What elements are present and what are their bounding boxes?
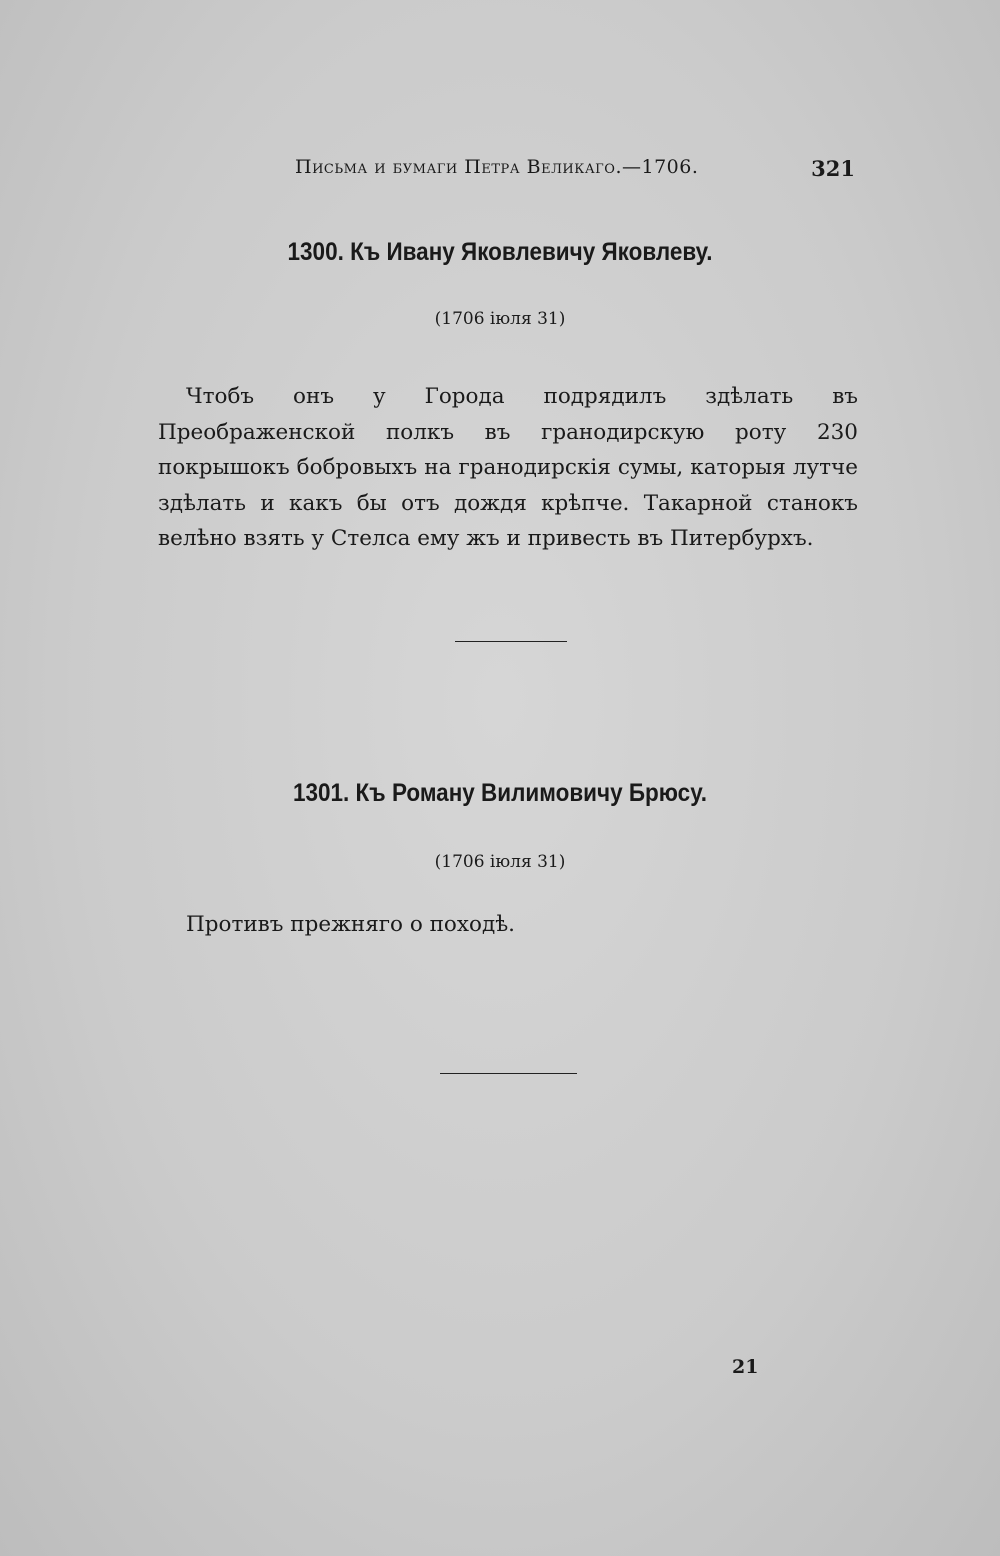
section-divider	[440, 1073, 577, 1074]
section-divider	[455, 641, 567, 642]
letter-date-1300: (1706 iюля 31)	[434, 309, 566, 329]
signature-mark: 21	[732, 1356, 759, 1378]
letter-date-1301: (1706 iюля 31)	[434, 852, 566, 872]
running-title: Письма и бумаги Петра Великаго.—1706.	[295, 156, 699, 178]
running-head	[295, 156, 855, 186]
letter-heading-1301: 1301. Къ Роману Вилимовичу Брюсу.	[293, 779, 707, 807]
page-number: 321	[811, 156, 855, 181]
letter-body-1301: Противъ прежняго о походѣ.	[186, 912, 515, 937]
letter-body-1300: Чтобъ онъ у Города подрядилъ здѣлать въ Преображенской полкъ въ гранодирскую роту 230 покрышокъ бобровыхъ на гранодирскія сумы, каторыя лутче здѣлать и какъ бы отъ дождя крѣпче. Такарной станокъ велѣно взять у Стелса ему жъ и привесть въ Питербурхъ.	[158, 384, 858, 551]
letter-heading-1300: 1300. Къ Ивану Яковлевичу Яковлеву.	[287, 238, 713, 266]
